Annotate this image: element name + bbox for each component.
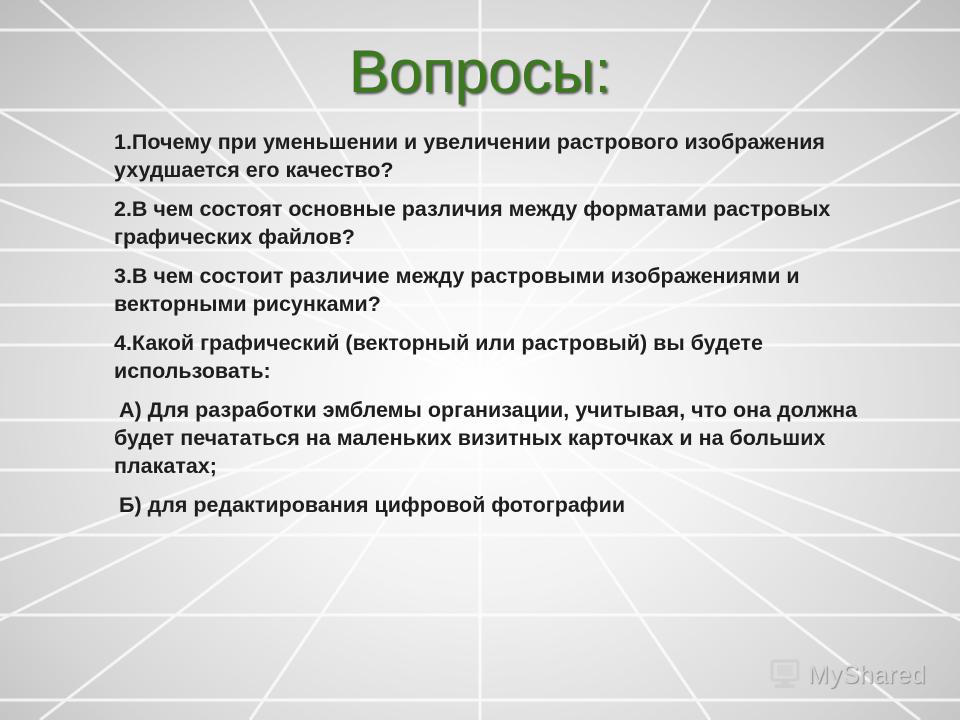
sub-item-a: А) Для разработки эмблемы организации, учитывая, что она должна будет печататься на маленьких визитных карточках и на больших плакатах;: [114, 398, 858, 478]
myshared-watermark: [768, 655, 928, 695]
question-item-3: 3.В чем состоит различие между растровыми изображениями и векторными рисунками?: [114, 264, 800, 316]
question-item-1: 1.Почему при уменьшении и увеличении растрового изображения ухудшается его качество?: [114, 130, 825, 182]
slide-title: Вопросы:: [348, 38, 612, 105]
sub-item-b: Б) для редактирования цифровой фотографии: [119, 493, 626, 517]
computer-icon: [768, 659, 802, 691]
watermark-text: MyShared: [808, 660, 926, 689]
questions-list: [114, 128, 884, 530]
question-item-2: 2.В чем состоят основные различия между форматами растровых графических файлов?: [114, 197, 831, 249]
question-item-4: 4.Какой графический (векторный или растровый) вы будете использовать:: [114, 331, 763, 383]
